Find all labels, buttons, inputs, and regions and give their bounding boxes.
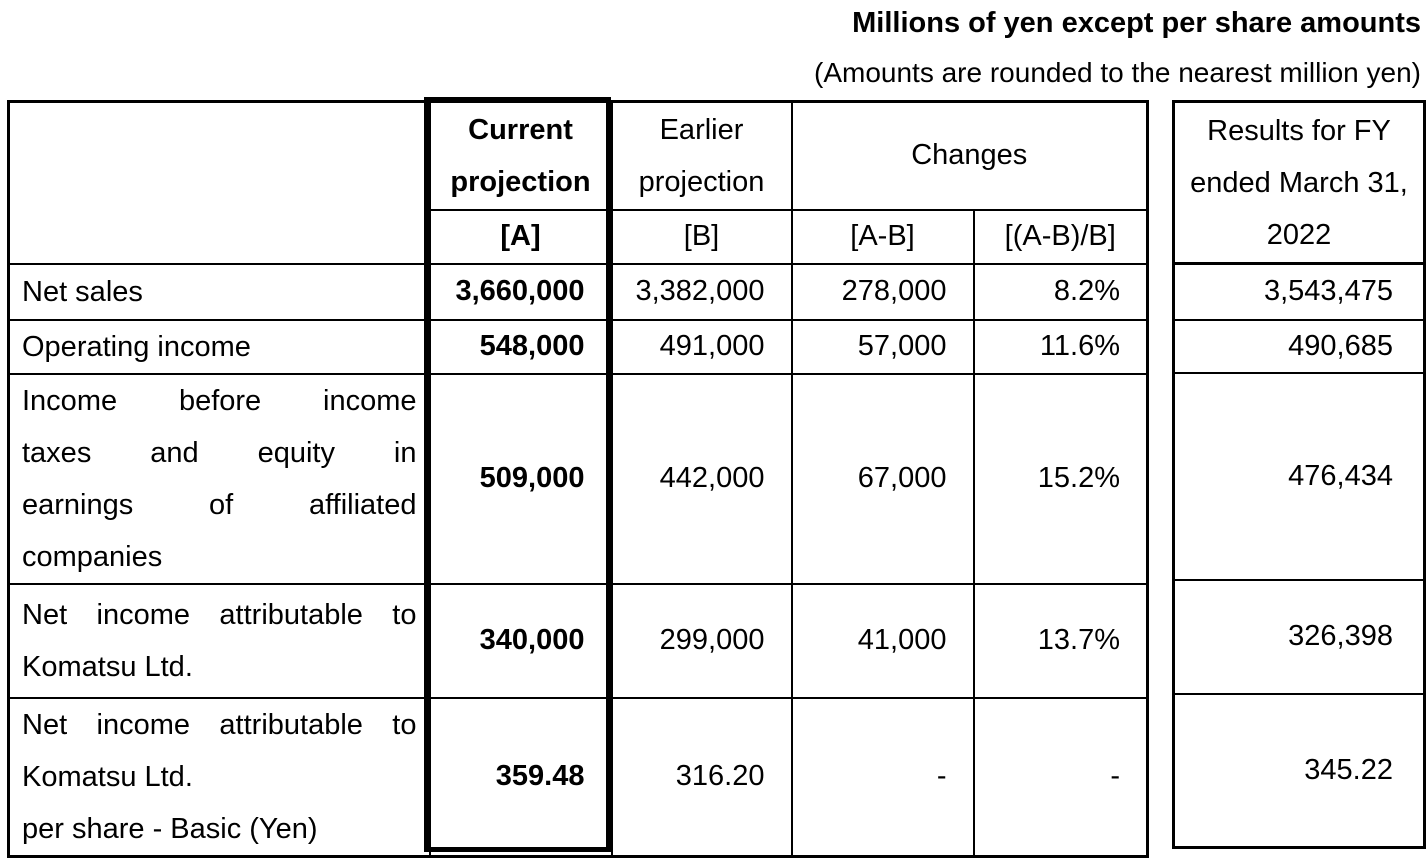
label-line: earnings of affiliated	[22, 488, 417, 521]
projection-table	[7, 100, 1149, 858]
header-line: projection	[638, 165, 765, 198]
cell-income-before-taxes-pct: 15.2%	[974, 374, 1148, 584]
cell-net-sales-pct: 8.2%	[974, 264, 1148, 320]
header-earlier-projection	[612, 102, 792, 210]
label-line: Operating income	[22, 330, 251, 363]
corner-cell	[9, 102, 430, 264]
cell-per-share-pct: -	[974, 698, 1148, 857]
label-line: per share - Basic (Yen)	[22, 812, 318, 845]
cell-operating-income-current: 548,000	[430, 320, 612, 374]
cell-operating-income-diff: 57,000	[792, 320, 974, 374]
cell-net-sales-diff: 278,000	[792, 264, 974, 320]
cell-net-sales-current: 3,660,000	[430, 264, 612, 320]
row-label-net-income	[9, 584, 430, 698]
cell-per-share-fy2022: 345.22	[1174, 694, 1425, 848]
results-header	[1174, 102, 1425, 264]
header-line: Earlier	[659, 113, 744, 146]
cell-net-income-earlier: 299,000	[612, 584, 792, 698]
label-line: Komatsu Ltd.	[22, 760, 193, 793]
header-line: 2022	[1266, 218, 1332, 251]
header-line: ended March 31,	[1190, 166, 1408, 199]
header-line: projection	[450, 165, 591, 198]
header-line: Results for FY	[1207, 114, 1391, 147]
table-row	[9, 584, 1148, 698]
cell-net-income-fy2022: 326,398	[1174, 580, 1425, 694]
cell-net-income-pct: 13.7%	[974, 584, 1148, 698]
cell-net-sales-earlier: 3,382,000	[612, 264, 792, 320]
cell-income-before-taxes-fy2022: 476,434	[1174, 373, 1425, 580]
row-label-net-income-per-share	[9, 698, 430, 857]
header-line: Current	[468, 113, 573, 146]
table-row	[1174, 264, 1425, 320]
label-line: Income before income	[22, 384, 417, 417]
cell-per-share-earlier: 316.20	[612, 698, 792, 857]
table-row	[9, 698, 1148, 857]
row-label-income-before-taxes	[9, 374, 430, 584]
table-row	[1174, 373, 1425, 580]
table-row	[9, 264, 1148, 320]
cell-income-before-taxes-current: 509,000	[430, 374, 612, 584]
header-pct-change: [(A-B)/B]	[974, 210, 1148, 264]
header-a-minus-b: [A-B]	[792, 210, 974, 264]
results-table	[1172, 100, 1426, 849]
page-title: Millions of yen except per share amounts	[852, 7, 1421, 39]
cell-net-income-current: 340,000	[430, 584, 612, 698]
table-row	[9, 374, 1148, 584]
table-row	[1174, 580, 1425, 694]
label-line: Net sales	[22, 275, 143, 308]
header-b: [B]	[612, 210, 792, 264]
cell-net-income-diff: 41,000	[792, 584, 974, 698]
cell-income-before-taxes-diff: 67,000	[792, 374, 974, 584]
cell-operating-income-pct: 11.6%	[974, 320, 1148, 374]
cell-per-share-diff: -	[792, 698, 974, 857]
table-row	[1174, 694, 1425, 848]
header-current-projection	[430, 102, 612, 210]
label-line: Komatsu Ltd.	[22, 650, 193, 683]
row-label-net-sales	[9, 264, 430, 320]
label-line: companies	[22, 540, 163, 573]
row-label-operating-income	[9, 320, 430, 374]
header-changes: Changes	[792, 102, 1148, 210]
table-row	[1174, 320, 1425, 373]
label-line: Net income attributable to	[22, 708, 417, 741]
cell-operating-income-fy2022: 490,685	[1174, 320, 1425, 373]
page-subtitle: (Amounts are rounded to the nearest million yen)	[814, 57, 1421, 88]
label-line: taxes and equity in	[22, 436, 417, 469]
cell-operating-income-earlier: 491,000	[612, 320, 792, 374]
cell-net-sales-fy2022: 3,543,475	[1174, 264, 1425, 320]
header-a: [A]	[430, 210, 612, 264]
cell-per-share-current: 359.48	[430, 698, 612, 857]
label-line: Net income attributable to	[22, 598, 417, 631]
cell-income-before-taxes-earlier: 442,000	[612, 374, 792, 584]
table-row	[9, 320, 1148, 374]
